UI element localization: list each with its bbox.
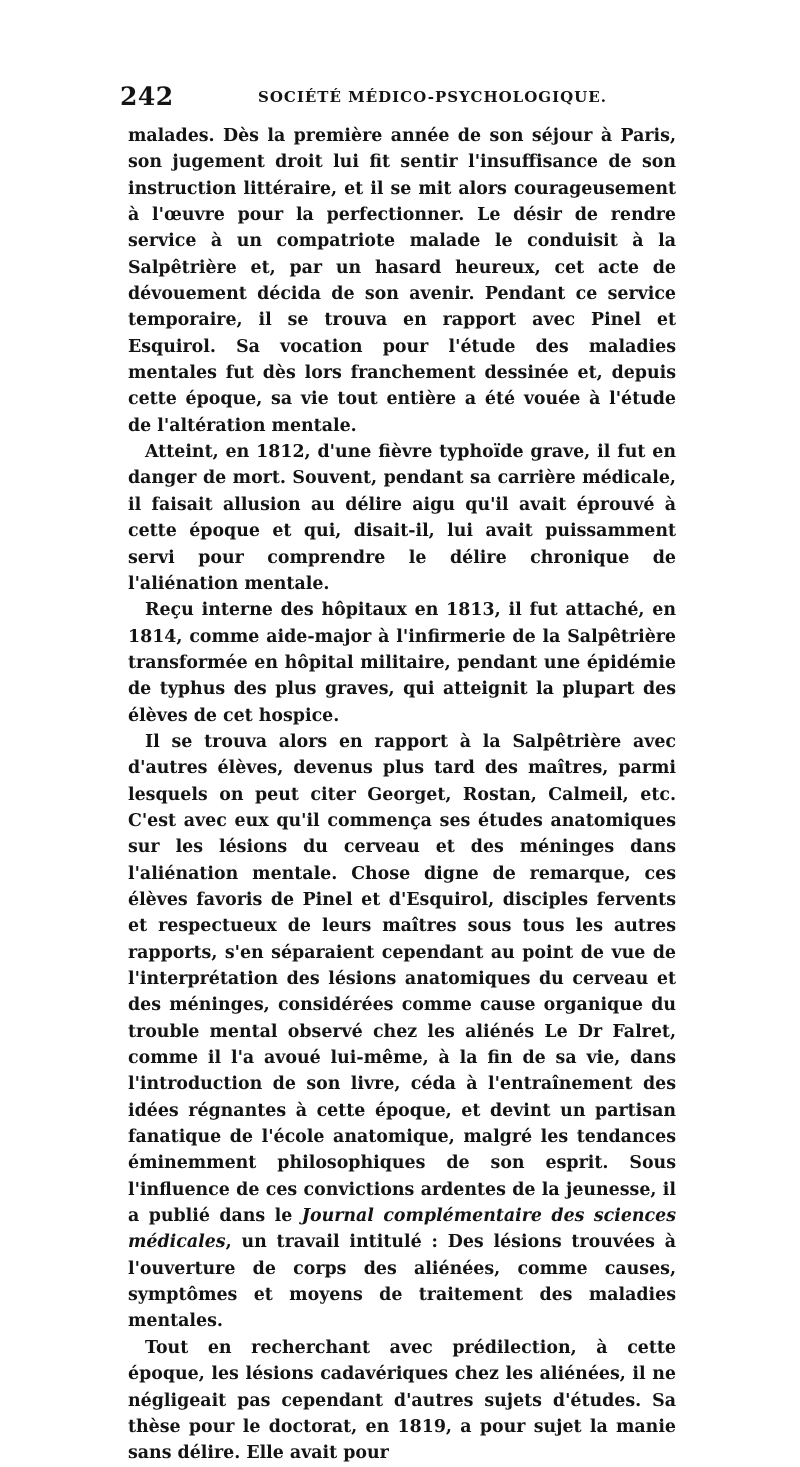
paragraph-3: Reçu interne des hôpitaux en 1813, il fut attaché, en 1814, comme aide-major à l'infirmerie de la Salpêtrière transformée en hôpital militaire, pendant une épidémie de typhus des plus graves, qui atteignit la plupart des élèves de cet hospice. [128, 600, 676, 726]
paragraph-4-text-after: , un travail intitulé : Des lésions trouvées à l'ouverture de corps des aliénées, comme causes, symptômes et moyens de traitement des maladies mentales. [128, 1232, 676, 1332]
running-title: SOCIÉTÉ MÉDICO-PSYCHOLOGIQUE. [258, 88, 607, 106]
paragraph-2: Atteint, en 1812, d'une fièvre typhoïde grave, il fut en danger de mort. Souvent, pendant sa carrière médicale, il faisait allusion au délire aigu qu'il avait éprouvé à cette époque et qui, disait-il, lui avait puissamment servi pour comprendre le délire chronique de l'aliénation mentale. [128, 442, 676, 594]
paragraph-5: Tout en recherchant avec prédilection, à cette époque, les lésions cadavériques chez les aliénées, il ne négligeait pas cependant d'autres sujets d'études. Sa thèse pour le doctorat, en 1819, a pour sujet la manie sans délire. Elle avait pour [128, 1337, 676, 1464]
paragraph-1: malades. Dès la première année de son séjour à Paris, son jugement droit lui fit sentir l'insuffisance de son instruction littéraire, et il se mit alors courageusement à l'œuvre pour la perfectionner. Le désir de rendre service à un compatriote malade le conduisit à la Salpêtrière et, par un hasard heureux, cet acte de dévouement décida de son avenir. Pendant ce service temporaire, il se trouva en rapport avec Pinel et Esquirol. Sa vocation pour l'étude des maladies mentales fut dès lors franchement dessinée et, depuis cette époque, sa vie tout entière a été vouée à l'étude de l'altération mentale. [128, 126, 676, 436]
paragraph-4 [128, 729, 676, 1335]
paragraph-4-text-before: Il se trouva alors en rapport à la Salpêtrière avec d'autres élèves, devenus plus tard des maîtres, parmi lesquels on peut citer Georget, Rostan, Calmeil, etc. C'est avec eux qu'il commença ses études anatomiques sur les lésions du cerveau et des méninges dans l'aliénation mentale. Chose digne de remarque, ces élèves favoris de Pinel et d'Esquirol, disciples fervents et respectueux de leurs maîtres sous tous les autres rapports, s'en séparaient cependant au point de vue de l'interprétation des lésions anatomiques du cerveau et des méninges, considérées comme cause organique du trouble mental observé chez les aliénés Le Dr Falret, comme il l'a avoué lui-même, à la fin de sa vie, dans l'introduction de son livre, céda à l'entraînement des idées régnantes à cette époque, et devint un partisan fanatique de l'école anatomique, malgré les tendances éminemment philosophiques de son esprit. Sous l'influence de ces convictions ardentes de la jeunesse, il a publié dans le [128, 731, 676, 1227]
page-number: 242 [120, 82, 174, 111]
body-text [128, 123, 676, 1467]
running-head [120, 82, 680, 112]
journal-title: Journal complémentaire des sciences médicales [128, 1206, 676, 1253]
